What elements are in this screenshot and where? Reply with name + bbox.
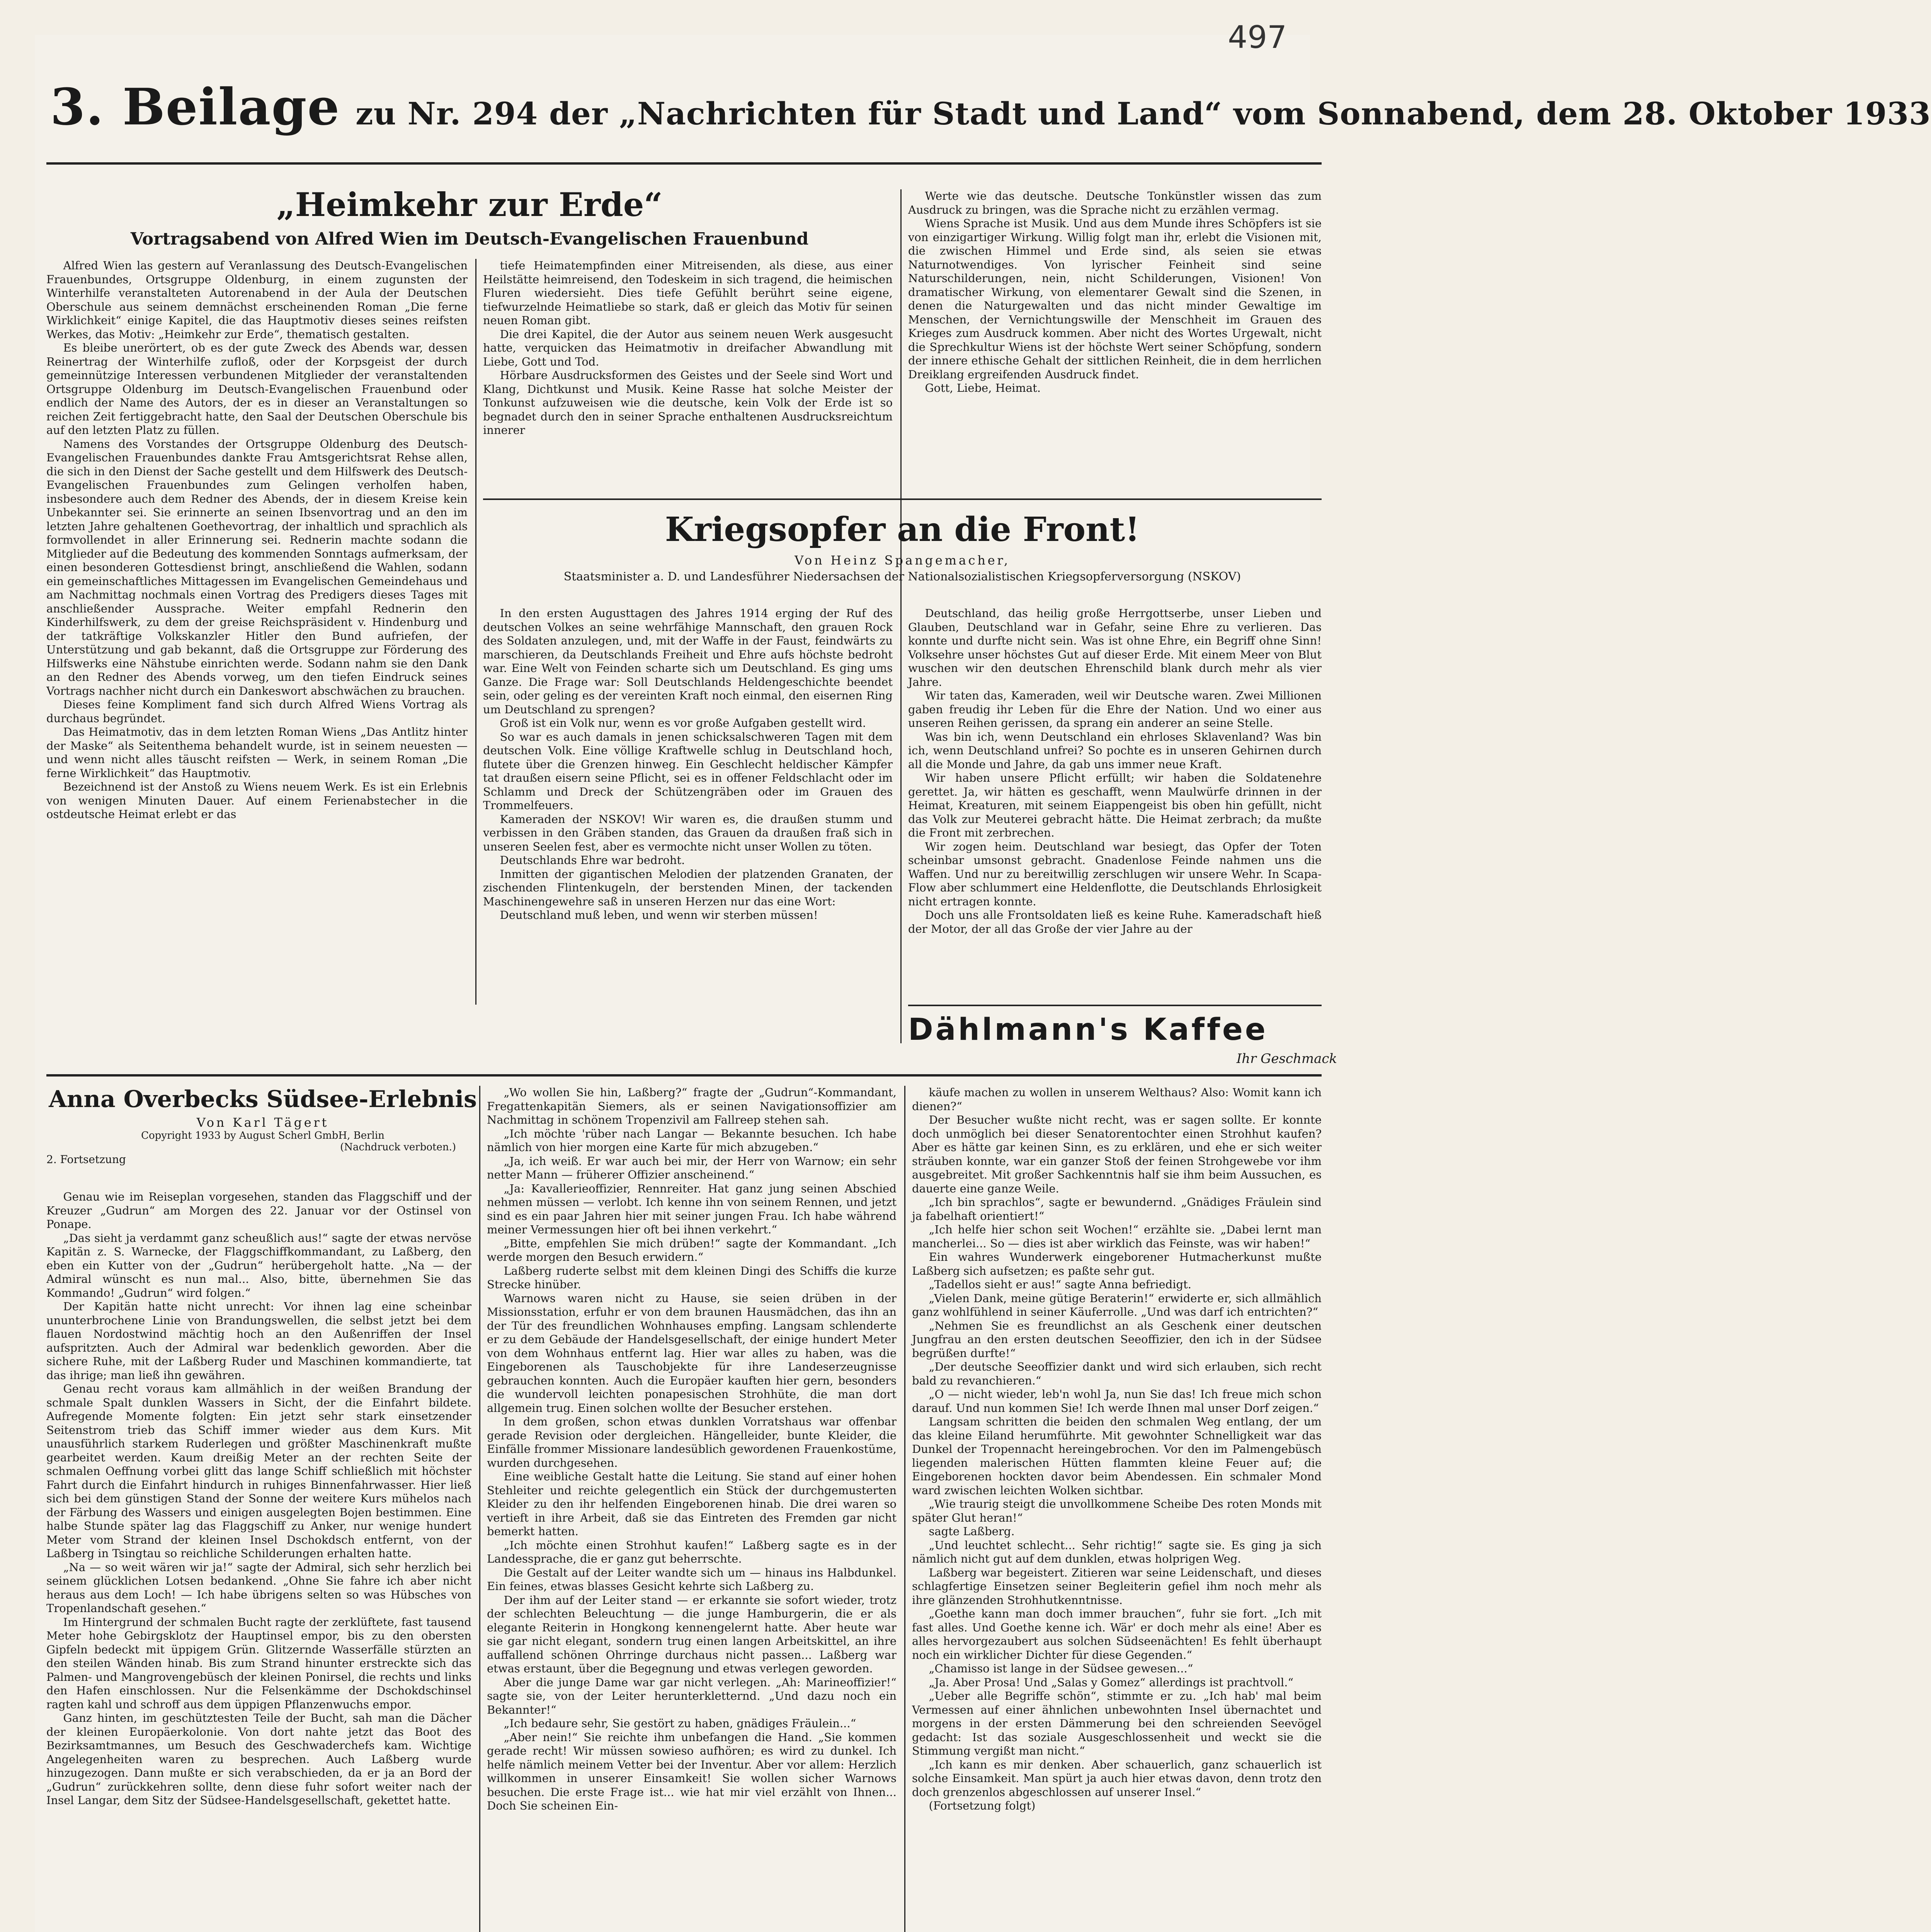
paragraph: So war es auch damals in jenen schicksalschweren Tagen mit dem deutschen Volk. Eine völlige Kraftwelle schlug in Deutschland hoch, flutete über die Grenzen hinweg. Ein Geschlecht heldischer Kämpfer tat draußen eisern seine Pflicht, sei es in offener Feldschlacht oder im Schlamm und Dreck der Schützengräben oder im Grauen des Trommelfeuers. xyxy=(483,730,893,812)
paragraph: „Ich helfe hier schon seit Wochen!“ erzählte sie. „Dabei lernt man mancherlei... So — dies ist aber wirklich das Feinste, was wir haben!“ xyxy=(912,1223,1322,1250)
article2-title: Kriegsopfer an die Front! xyxy=(665,510,1140,549)
paragraph: sagte Laßberg. xyxy=(929,1525,1015,1538)
paragraph: Werte wie das deutsche. Deutsche Tonkünstler wissen das zum Ausdruck zu bringen, was die Sprache nicht zu erzählen vermag. xyxy=(908,189,1322,216)
paragraph: „Ja. Aber Prosa! Und „Salas y Gomez“ allerdings ist prachtvoll.“ xyxy=(929,1675,1294,1689)
article2-byline-detail: Staatsminister a. D. und Landesführer Niedersachsen der Nationalsozialistischen Kriegsopferversorgung (NSKOV) xyxy=(563,570,1241,583)
article2-col2 xyxy=(908,607,1322,1001)
article1-col1 xyxy=(46,259,468,1070)
paragraph: „Bitte, empfehlen Sie mich drüben!“ sagte der Kommandant. „Ich werde morgen den Besuch erwidern.“ xyxy=(487,1236,897,1264)
article1-col2 xyxy=(483,259,893,491)
paragraph: „Chamisso ist lange in der Südsee gewesen...“ xyxy=(929,1662,1193,1675)
article2-col1 xyxy=(483,607,893,1039)
article3-title: Anna Overbecks Südsee-Erlebnis xyxy=(49,1086,477,1113)
article3-byline: Von Karl Tägert xyxy=(196,1115,329,1130)
paragraph: „Ich bin sprachlos“, sagte er bewundernd. „Gnädiges Fräulein sind ja fabelhaft orientiert!“ xyxy=(912,1196,1322,1223)
coffee-advertisement xyxy=(908,1012,1341,1070)
paragraph: Es bleibe unerörtert, ob es der gute Zweck des Abends war, dessen Reinertrag der Winterhilfe zufloß, oder der Korpsgeist der durch gemeinnützige Interessen verbundenen Mitglieder der veranstaltenden Ortsgruppe Oldenburg im Deutsch-Evangelischen Frauenbund oder endlich der Name des Autors, der es in dieser an Veranstaltungen so reichen Zeit fertiggebracht hatte, den Saal der Deutschen Oberschule bis auf den letzten Platz zu füllen. xyxy=(46,341,468,437)
paragraph: Die Gestalt auf der Leiter wandte sich um — hinaus ins Halbdunkel. Ein feines, etwas blasses Gesicht kehrte sich Laßberg zu. xyxy=(487,1566,897,1593)
article3-col1 xyxy=(46,1190,471,1932)
masthead-supplement: 3. Beilage xyxy=(50,77,340,136)
paragraph: Groß ist ein Volk nur, wenn es vor große Aufgaben gestellt wird. xyxy=(500,716,866,730)
ad-rule xyxy=(908,1005,1322,1006)
paragraph: „Nehmen Sie es freundlichst an als Geschenk einer deutschen Jungfrau an den ersten deutschen Seeoffizier, den ich in der Südsee begrüßen durfte!“ xyxy=(912,1319,1322,1360)
newspaper-page xyxy=(35,19,1931,1932)
paragraph: „Ja, ich weiß. Er war auch bei mir, der Herr von Warnow; ein sehr netter Mann — früherer Offizier anscheinend.“ xyxy=(487,1154,897,1181)
paragraph: Langsam schritten die beiden den schmalen Weg entlang, der um das kleine Eiland herumführte. Mit gewohnter Schnelligkeit war das Dunkel der Tropennacht hereingebrochen. Vor den im Palmengebüsch liegenden malerischen Hütten flammten kleine Feuer auf; die Eingeborenen hockten davor beim Abendessen. Ein schmaler Mond ward zwischen leichten Wolken sichtbar. xyxy=(912,1415,1322,1497)
paragraph: Doch uns alle Frontsoldaten ließ es keine Ruhe. Kameradschaft hieß der Motor, der all das Große der vier Jahre au der xyxy=(908,908,1322,935)
paragraph: Der Kapitän hatte nicht unrecht: Vor ihnen lag eine scheinbar ununterbrochene Linie von Brandungswellen, die selbst jetzt bei dem flauen Nordostwind mächtig hoch an den Außenriffen der Insel aufspritzten. Auch der Admiral war bedenklich geworden. Aber die sichere Ruhe, mit der Laßberg Ruder und Maschinen kommandierte, tat das ihrige; man ließ ihn gewähren. xyxy=(46,1300,471,1382)
column-rule xyxy=(904,1086,905,1932)
paragraph: „Ja: Kavallerieoffizier, Rennreiter. Hat ganz jung seinen Abschied nehmen müssen — verlobt. Ich kenne ihn von seinem Rennen, und jetzt sind es ein paar Jahren hier mit seiner jungen Frau. Ich habe während meiner Vermessungen hier oft bei ihnen verkehrt.“ xyxy=(487,1182,897,1236)
paragraph: Bezeichnend ist der Anstoß zu Wiens neuem Werk. Es ist ein Erlebnis von wenigen Minuten Dauer. Auf einem Ferienabstecher in die ostdeutsche Heimat erlebt er das xyxy=(46,780,468,821)
paragraph: „Ich kann es mir denken. Aber schauerlich, ganz schauerlich ist solche Einsamkeit. Man spürt ja auch hier etwas davon, denn trotz den doch grenzenlos abgeschlossen auf unserer Insel.“ xyxy=(912,1758,1322,1799)
paragraph: Wir zogen heim. Deutschland war besiegt, das Opfer der Toten scheinbar umsonst gebracht. Gnadenlose Feinde nahmen uns die Waffen. Und nur zu bereitwillig zerschlugen wir unsere Wehr. In Scapa-Flow aber schlummert eine Heldenflotte, die Deutschlands Ehrlosigkeit nicht ertragen konnte. xyxy=(908,840,1322,908)
paragraph: In dem großen, schon etwas dunklen Vorratshaus war offenbar gerade Revision oder dergleichen. Hängelleider, bunte Kleider, die Einfälle frommer Missionare landesüblich gewordenen Frauenkostüme, wurden durchgesehen. xyxy=(487,1415,897,1469)
column-rule xyxy=(475,259,476,1005)
paragraph: Wir haben unsere Pflicht erfüllt; wir haben die Soldatenehre gerettet. Ja, wir hätten es geschafft, wenn Maulwürfe drinnen in der Heimat, Kreaturen, mit seinem Eiappengeist bis oben hin gefüllt, nicht das Volk zur Meuterei gebracht hätte. Die Heimat zerbrach; da mußte die Front mit zerbrechen. xyxy=(908,771,1322,839)
article1-title: „Heimkehr zur Erde“ xyxy=(276,185,663,224)
paragraph: Deutschland, das heilig große Herrgottserbe, unser Lieben und Glauben, Deutschland war in Gefahr, seine Ehre zu verlieren. Das konnte und durfte nicht sein. Was ist ohne Ehre, ein Begriff ohne Sinn! Volksehre unser höchstes Gut auf dieser Erde. Mit einem Meer von Blut wuschen wir den deutschen Ehrenschild blank durch mehr als vier Jahre. xyxy=(908,607,1322,689)
page-number: 497 xyxy=(1228,19,1287,55)
paragraph: „O — nicht wieder, leb'n wohl Ja, nun Sie das! Ich freue mich schon darauf. Und nun kommen Sie! Ich werde Ihnen mal unser Dorf zeigen.“ xyxy=(912,1388,1322,1415)
paragraph: „Das sieht ja verdammt ganz scheußlich aus!“ sagte der etwas nervöse Kapitän z. S. Warnecke, der Flaggschiffkommandant, zu Laßberg, den eben ein Kutter von der „Gudrun“ herübergeholt hatte. „Na — der Admiral wünscht es nun mal... Also, bitte, übernehmen Sie das Kommando! „Gudrun“ wird folgen.“ xyxy=(46,1231,471,1299)
article3-title-block xyxy=(46,1086,479,1166)
paragraph: „Und leuchtet schlecht... Sehr richtig!“ sagte sie. Es ging ja sich nämlich nicht gut auf dem dunklen, etwas holprigen Weg. xyxy=(912,1538,1322,1565)
paragraph: Namens des Vorstandes der Ortsgruppe Oldenburg des Deutsch-Evangelischen Frauenbundes dankte Frau Amtsgerichtsrat Rehse allen, die sich in den Dienst der Sache gestellt und dem Hilfswerk des Deutsch-Evangelischen Frauenbundes zum Gelingen verholfen haben, insbesondere auch dem Redner des Abends, der in diesem Kreise kein Unbekannter sei. Sie erinnerte an seinen Ibsenvortrag und an den im letzten Jahre gehaltenen Goethevortrag, der inhaltlich und sprachlich als formvollendet in aller Erinnerung sei. Rednerin machte sodann die Mitglieder auf die Bedeutung des kommenden Sonntags aufmerksam, der einen besonderen Gottesdienst bringt, anschließend die Wahlen, sodann ein gemeinschaftliches Mittagessen im Evangelischen Gemeindehaus und am Nachmittag nochmals einen Vortrag des Predigers dieses Tages mit anschließender Aussprache. Weiter empfahl Rednerin den Kinderhilfswerk, zu dem der greise Reichspräsident v. Hindenburg und der tatkräftige Volkskanzler Hitler den Bund aufriefen, der Unterstützung und gab bekannt, daß die Ortsgruppe zur Förderung des Hilfswerks eine Nähstube einrichten werde. Sodann nahm sie den Dank an den Redner des Abends vorweg, um den tiefen Eindruck seines Vortrags nachher nicht durch ein Dankeswort abschwächen zu brauchen. xyxy=(46,437,468,697)
paragraph: In den ersten Augusttagen des Jahres 1914 erging der Ruf des deutschen Volkes an seine wehrfähige Mannschaft, den grauen Rock des Soldaten anzulegen, und, mit der Waffe in der Faust, feindwärts zu marschieren, da Deutschlands Freiheit und Ehre aufs höchste bedroht war. Eine Welt von Feinden scharte sich um Deutschland. Es ging ums Ganze. Die Frage war: Soll Deutschlands Heldengeschichte beendet sein, oder geling es der vereinten Kraft noch einmal, den eisernen Ring um Deutschland zu sprengen? xyxy=(483,607,893,716)
ad-slogan: Ihr Geschmack xyxy=(1236,1051,1337,1066)
article3-copyright: Copyright 1933 by August Scherl GmbH, Berlin xyxy=(141,1130,384,1141)
paragraph: Das Heimatmotiv, das in dem letzten Roman Wiens „Das Antlitz hinter der Maske“ als Seitenthema behandelt wurde, ist in seinem neuesten — und wenn nicht alles täuscht reifsten — Werk, in seinem Roman „Die ferne Wirklichkeit“ das Hauptmotiv. xyxy=(46,725,468,780)
paragraph: Was bin ich, wenn Deutschland ein ehrloses Sklavenland? Was bin ich, wenn Deutschland unfrei? So pochte es in unseren Gehirnen durch all die Monde und Jahre, da gab uns immer neue Kraft. xyxy=(908,730,1322,771)
article3-reprint-note: (Nachdruck verboten.) xyxy=(340,1141,456,1153)
paragraph: tiefe Heimatempfinden einer Mitreisenden, als diese, aus einer Heilstätte heimreisend, den Todeskeim in sich tragend, die heimischen Fluren wiedersieht. Dies tiefe Gefühlt berührt seine eigene, tiefwurzelnde Heimatliebe so stark, daß er gleich das Motiv für seinen neuen Roman gibt. xyxy=(483,259,893,327)
article2-title-block xyxy=(483,510,1322,583)
article3-col2 xyxy=(487,1086,897,1932)
paragraph: Kameraden der NSKOV! Wir waren es, die draußen stumm und verbissen in den Gräben standen, das Grauen da draußen fraß sich in unseren Seelen fest, aber es vermochte nicht unser Wollen zu töten. xyxy=(483,812,893,853)
paragraph: Ein wahres Wunderwerk eingeborener Hutmacherkunst mußte Laßberg sich aufsetzen; es paßte sehr gut. xyxy=(912,1250,1322,1277)
paragraph: „Wie traurig steigt die unvollkommene Scheibe Des roten Monds mit später Glut heran!“ xyxy=(912,1497,1322,1524)
article1-col3 xyxy=(908,189,1322,498)
paragraph: Aber die junge Dame war gar nicht verlegen. „Ah: Marineoffizier!“ sagte sie, von der Leiter herunterkletternd. „Und dazu noch ein Bekannter!“ xyxy=(487,1675,897,1716)
paragraph: „Vielen Dank, meine gütige Beraterin!“ erwiderte er, sich allmählich ganz wohlfühlend in seiner Käuferrolle. „Und was darf ich entrichten?“ xyxy=(912,1291,1322,1318)
column-rule xyxy=(479,1086,480,1932)
masthead xyxy=(50,77,1931,155)
paragraph: (Fortsetzung folgt) xyxy=(929,1799,1036,1812)
paragraph: Warnows waren nicht zu Hause, sie seien drüben in der Missionsstation, erfuhr er von dem braunen Hausmädchen, das ihn an der Tür des freundlichen Wohnhauses empfing. Langsam schlenderte er zu dem Gebäude der Handelsgesellschaft, der einige hundert Meter von dem Wohnhaus entfernt lag. Hier war alles zu haben, was die Eingeborenen als Tauschobjekte für ihre Landeserzeugnisse gebrauchen konnten. Auch die Europäer kauften hier gern, besonders die wundervoll leichten ponapesischen Strohhüte, die man dort allgemein trug. Einen solchen wollte der Besucher erstehen. xyxy=(487,1291,897,1415)
paragraph: „Ich möchte einen Strohhut kaufen!“ Laßberg sagte es in der Landessprache, die er ganz gut beherrschte. xyxy=(487,1538,897,1565)
ad-title: Dählmann's Kaffee xyxy=(908,1012,1268,1047)
paragraph: „Der deutsche Seeoffizier dankt und wird sich erlauben, sich recht bald zu revanchieren.“ xyxy=(912,1360,1322,1387)
paragraph: Im Hintergrund der schmalen Bucht ragte der zerklüftete, fast tausend Meter hohe Gebirgsklotz der Hauptinsel empor, bis zu den obersten Gipfeln bedeckt mit üppigem Grün. Glitzernde Wasserfälle stürzten an den steilen Wänden hinab. Bis zum Strand hinunter erstreckte sich das Palmen- und Mangrovengebüsch der kleinen Ponirsel, die rechts und links den Hafen einschlossen. Nur die Felsenkämme der Dschokdschinsel ragten kahl und schroff aus dem üppigen Pflanzenwuchs empor. xyxy=(46,1615,471,1711)
paragraph: Hörbare Ausdrucksformen des Geistes und der Seele sind Wort und Klang, Dichtkunst und Musik. Keine Rasse hat solche Meister der Tonkunst aufzuweisen wie die deutsche, kein Volk der Erde ist so begnadet durch den in seiner Sprache enthaltenen Ausdrucksreichtum innerer xyxy=(483,369,893,437)
paragraph: Laßberg ruderte selbst mit dem kleinen Dingi des Schiffs die kurze Strecke hinüber. xyxy=(487,1264,897,1291)
paragraph: Deutschlands Ehre war bedroht. xyxy=(500,854,685,867)
paragraph: Alfred Wien las gestern auf Veranlassung des Deutsch-Evangelischen Frauenbundes, Ortsgruppe Oldenburg, in einem zugunsten der Winterhilfe veranstalteten Autorenabend in der Aula der Deutschen Oberschule aus seinem demnächst erscheinenden Roman „Die ferne Wirklichkeit“ einige Kapitel, die das Hauptmotiv dieses seines reifsten Werkes, das Motiv: „Heimkehr zur Erde“, thematisch gestalten. xyxy=(46,259,468,341)
paragraph: Der ihm auf der Leiter stand — er erkannte sie sofort wieder, trotz der schlechten Beleuchtung — die junge Hamburgerin, die er als elegante Reiterin in Hongkong kennengelernt hatte. Aber heute war sie gar nicht elegant, sondern trug einen langen Arbeitskittel, an ihre auffallend schönen Ohrringe durchaus nicht passen... Laßberg war etwas erstaunt, über die Begegnung und etwas verlegen geworden. xyxy=(487,1593,897,1675)
paragraph: Laßberg war begeistert. Zitieren war seine Leidenschaft, und dieses schlagfertige Einsetzen seiner Begleiterin gefiel ihm noch mehr als ihre glänzenden Strohhutkenntnisse. xyxy=(912,1566,1322,1607)
paragraph: „Wo wollen Sie hin, Laßberg?“ fragte der „Gudrun“-Kommandant, Fregattenkapitän Siemers, als er seinen Navigationsoffizier am Nachmittag in schönem Tropenzivil am Fallreep stehen sah. xyxy=(487,1086,897,1126)
masthead-issue: zu Nr. 294 der „Nachrichten für Stadt und Land“ vom Sonnabend, dem 28. Oktober 1933 xyxy=(356,95,1931,132)
column-rule xyxy=(900,189,902,1043)
section-rule xyxy=(483,498,1322,500)
paragraph: „Aber nein!“ Sie reichte ihm unbefangen die Hand. „Sie kommen gerade recht! Wir müssen sowieso aufhören; es wird zu dunkel. Ich helfe nämlich meinem Vetter bei der Inventur. Aber vor allem: Herzlich willkommen in unserer Einsamkeit! Sie wollen sicher Warnows besuchen. Die erste Frage ist... wie hat mir viel erzählt von Ihnen... Doch Sie scheinen Ein- xyxy=(487,1730,897,1812)
section-rule xyxy=(46,1074,1322,1077)
paragraph: Der Besucher wußte nicht recht, was er sagen sollte. Er konnte doch unmöglich bei dieser Senatorentochter einen Strohhut kaufen? Aber es hätte gar keinen Sinn, es zu erklären, und ehe er sich weiter sträuben konnte, war ein ganzer Stoß der feinen Strohgewebe vor ihm ausgebreitet. Mit großer Sachkenntnis half sie ihm beim Aussuchen, es dauerte eine ganze Weile. xyxy=(912,1113,1322,1195)
paragraph: Dieses feine Kompliment fand sich durch Alfred Wiens Vortrag als durchaus begründet. xyxy=(46,698,468,725)
paragraph: „Na — so weit wären wir ja!“ sagte der Admiral, sich sehr herzlich bei seinem glücklichen Lotsen bedankend. „Ohne Sie fahre ich aber nicht heraus aus dem Loch! — Ich habe übrigens selten so was Hübsches von Tropenlandschaft gesehen.“ xyxy=(46,1560,471,1615)
article3-part: 2. Fortsetzung xyxy=(46,1153,126,1166)
article3-col3 xyxy=(912,1086,1322,1932)
paragraph: „Ich bedaure sehr, Sie gestört zu haben, gnädiges Fräulein...“ xyxy=(504,1717,856,1730)
paragraph: Ganz hinten, im geschütztesten Teile der Bucht, sah man die Dächer der kleinen Europäerkolonie. Von dort nahte jetzt das Boot des Bezirksamtmannes, um Besuch des Geschwaderchefs kam. Wichtige Angelegenheiten waren zu besprechen. Auch Laßberg wurde hinzugezogen. Dann mußte er sich verabschieden, da er ja an Bord der „Gudrun“ zurückkehren sollte, denn diese fuhr sofort weiter nach der Insel Langar, dem Sitz der Südsee-Handelsgesellschaft, gekettet hatte. xyxy=(46,1711,471,1807)
article1-title-block xyxy=(46,185,893,249)
paragraph: Wiens Sprache ist Musik. Und aus dem Munde ihres Schöpfers ist sie von einzigartiger Wirkung. Willig folgt man ihr, erlebt die Visionen mit, die zwischen Himmel und Erde sind, als seien sie etwas Naturnotwendiges. Von lyrischer Feinheit sind seine Naturschilderungen, nein, nicht Schilderungen, Visionen! Von dramatischer Wirkung, von elementarer Gewalt sind die Szenen, in denen die Naturgewalten und das nicht minder Gewaltige im Menschen, der Vernichtungswille der Menschheit im Grauen des Krieges zum Ausdruck kommen. Aber nicht des Wortes Urgewalt, nicht die Sprechkultur Wiens ist der höchste Wert seiner Schöpfung, sondern der innere ethische Gehalt der sittlichen Reinheit, die in dem herrlichen Dreiklang ergreifenden Ausdruck findet. xyxy=(908,217,1322,381)
paragraph: „Ich möchte 'rüber nach Langar — Bekannte besuchen. Ich habe nämlich von hier morgen eine Karte für mich abzugeben.“ xyxy=(487,1127,897,1154)
masthead-rule xyxy=(46,162,1322,165)
paragraph: Inmitten der gigantischen Melodien der platzenden Granaten, der zischenden Flintenkugeln, der berstenden Minen, der tackenden Maschinengewehre saß in unseren Herzen nur das eine Wort: xyxy=(483,867,893,908)
paragraph: Eine weibliche Gestalt hatte die Leitung. Sie stand auf einer hohen Stehleiter und reichte gelegentlich ein Stück der durchgemusterten Kleider zu den ihr helfenden Eingeborenen hinab. Die drei waren so vertieft in ihre Arbeit, daß sie das Eintreten des Fremden gar nicht bemerkt hatten. xyxy=(487,1470,897,1538)
paragraph: „Tadellos sieht er aus!“ sagte Anna befriedigt. xyxy=(929,1278,1191,1291)
article1-subtitle: Vortragsabend von Alfred Wien im Deutsch-Evangelischen Frauenbund xyxy=(130,229,809,249)
paragraph: „Ueber alle Begriffe schön“, stimmte er zu. „Ich hab' mal beim Vermessen auf einer ähnlichen unbewohnten Insel übernachtet und morgens in der ersten Dämmerung bei den schreienden Seevögel gedacht: Ist das soziale Ausgeschlossenheit und weckt sie die Stimmung vergißt man nicht.“ xyxy=(912,1689,1322,1757)
paragraph: Gott, Liebe, Heimat. xyxy=(925,381,1041,395)
paragraph: Genau recht voraus kam allmählich in der weißen Brandung der schmale Spalt dunklen Wassers in Sicht, der die Einfahrt bildete. Aufregende Momente folgten: Ein jetzt sehr stark einsetzender Seitenstrom trieb das Schiff immer wieder aus dem Kurs. Mit unausführlich starkem Ruderlegen und größter Maschinenkraft mußte gearbeitet werden. Kaum dreißig Meter an der rechten Seite der schmalen Oeffnung vorbei glitt das lange Schiff schließlich mit höchster Fahrt durch die Einfahrt hindurch in ruhiges Binnenfahrwasser. Hier ließ sich bei dem günstigen Stand der Sonne der weitere Kurs mühelos nach der Färbung des Wassers und einigen ausgelegten Bojen bestimmen. Eine halbe Stunde später lag das Flaggschiff zu Anker, nur wenige hundert Meter vom Strand der kleinen Insel Dschokdsch entfernt, von der Laßberg in Tsingtau so reichliche Schilderungen erhalten hatte. xyxy=(46,1382,471,1560)
paragraph: Die drei Kapitel, die der Autor aus seinem neuen Werk ausgesucht hatte, verquicken das Heimatmotiv in dreifacher Abwandlung mit Liebe, Gott und Tod. xyxy=(483,327,893,368)
paragraph: „Goethe kann man doch immer brauchen“, fuhr sie fort. „Ich mit fast alles. Und Goethe kenne ich. Wär' er doch mehr als eine! Aber es alles hervorgezaubert aus solchen Südseenächten! Es fehlt überhaupt noch ein wirklicher Dichter für diese Gegenden.“ xyxy=(912,1607,1322,1662)
paragraph: Genau wie im Reiseplan vorgesehen, standen das Flaggschiff und der Kreuzer „Gudrun“ am Morgen des 22. Januar vor der Ostinsel von Ponape. xyxy=(46,1190,471,1231)
paragraph: Deutschland muß leben, und wenn wir sterben müssen! xyxy=(500,908,818,922)
paragraph: käufe machen zu wollen in unserem Welthaus? Also: Womit kann ich dienen?“ xyxy=(912,1086,1322,1113)
paragraph: Wir taten das, Kameraden, weil wir Deutsche waren. Zwei Millionen gaben freudig ihr Leben für die Ehre der Nation. Und wo einer aus unseren Reihen gerissen, da sprang ein anderer an seine Stelle. xyxy=(908,689,1322,730)
article2-byline: Von Heinz Spangemacher, xyxy=(795,553,1010,568)
